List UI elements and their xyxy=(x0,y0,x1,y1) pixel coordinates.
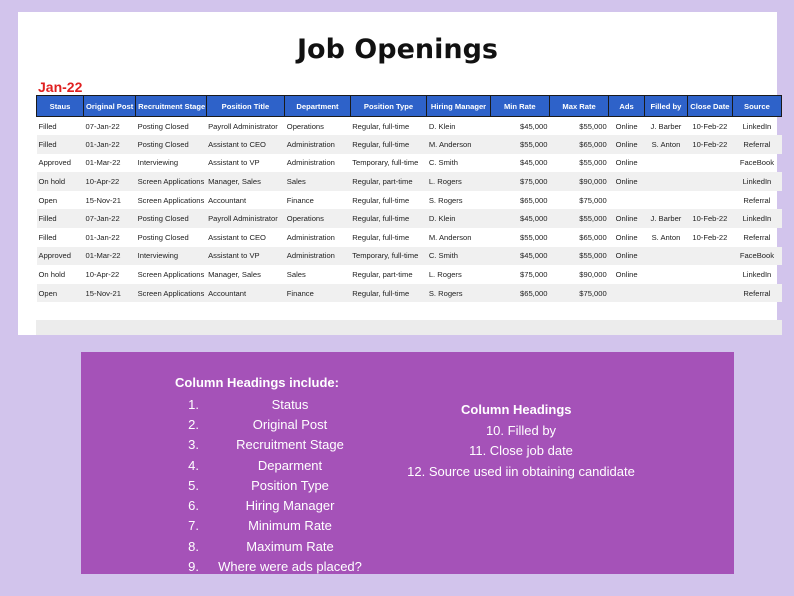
table-cell: $65,000 xyxy=(490,284,549,303)
list-item xyxy=(181,536,381,556)
table-cell xyxy=(687,265,732,284)
table-row xyxy=(37,117,782,136)
table-cell: Finance xyxy=(286,195,314,205)
table-cell: Regular, full-time xyxy=(350,284,427,303)
table-cell: Open xyxy=(37,284,84,303)
table-cell: 10-Feb-22 xyxy=(692,232,728,242)
list-item-number: 1. xyxy=(188,396,199,412)
list-item-label: Original Post xyxy=(252,416,328,432)
table-cell: Referral xyxy=(743,232,771,242)
table-cell: Regular, full-time xyxy=(352,232,410,242)
table-cell xyxy=(687,154,732,173)
job-openings-table xyxy=(36,95,782,302)
table-cell xyxy=(644,247,687,266)
list-item-number: 2. xyxy=(188,416,199,432)
table-cell xyxy=(644,154,687,173)
column-header: Original Post xyxy=(84,96,136,117)
table-cell: $90,000 xyxy=(579,270,607,280)
table-cell: Screen Applications xyxy=(137,195,205,205)
list-item-number: 5. xyxy=(188,477,199,493)
table-cell: 07-Jan-22 xyxy=(85,121,120,131)
table-cell: Accountant xyxy=(206,284,285,303)
table-cell xyxy=(687,172,732,191)
table-cell: $55,000 xyxy=(549,247,608,266)
table-cell: Screen Applications xyxy=(136,172,207,191)
table-cell: Accountant xyxy=(208,195,247,205)
table-cell: Referral xyxy=(743,195,771,205)
left-heading-list xyxy=(181,394,381,577)
right-heading: Column Headings xyxy=(461,402,572,417)
table-cell: Regular, full-time xyxy=(352,121,410,131)
sheet-footer-band xyxy=(36,320,782,335)
list-item xyxy=(181,394,381,414)
table-cell: Posting Closed xyxy=(137,121,189,131)
table-row xyxy=(37,265,782,284)
column-header: Position Type xyxy=(350,96,427,117)
table-cell xyxy=(687,247,732,266)
table-cell: Approved xyxy=(38,158,72,168)
table-cell: Administration xyxy=(286,158,335,168)
table-cell: Manager, Sales xyxy=(206,172,285,191)
table-cell: C. Smith xyxy=(427,247,490,266)
table-cell: LinkedIn xyxy=(732,209,781,228)
column-header: Recruitment Stage xyxy=(136,96,207,117)
table-cell: S. Anton xyxy=(651,232,681,242)
table-cell: Filled xyxy=(37,135,84,154)
table-cell: Screen Applications xyxy=(136,284,207,303)
table-cell: Regular, part-time xyxy=(352,270,413,280)
table-cell: Online xyxy=(615,121,638,131)
table-cell: $45,000 xyxy=(520,158,548,168)
list-item-number: 7. xyxy=(188,518,199,534)
list-item xyxy=(181,475,381,495)
table-cell: Online xyxy=(615,158,638,168)
table-cell: On hold xyxy=(37,172,84,191)
table-cell: 01-Jan-22 xyxy=(84,135,136,154)
table-cell: Finance xyxy=(285,284,350,303)
table-row xyxy=(37,135,782,154)
table-cell: Regular, full-time xyxy=(350,209,427,228)
table-cell: C. Smith xyxy=(428,158,458,168)
table-cell: Open xyxy=(38,195,58,205)
table-cell: 10-Apr-22 xyxy=(84,172,136,191)
list-item-label: Recruitment Stage xyxy=(236,437,344,453)
table-cell: S. Rogers xyxy=(427,284,490,303)
table-cell: $75,000 xyxy=(579,195,607,205)
list-item-label: Deparment xyxy=(257,457,323,473)
list-item-number: 4. xyxy=(188,457,199,473)
table-cell: LinkedIn xyxy=(742,270,772,280)
table-cell: 10-Feb-22 xyxy=(687,135,732,154)
list-item xyxy=(181,556,381,576)
column-header: Hiring Manager xyxy=(427,96,490,117)
table-cell: 01-Jan-22 xyxy=(85,232,120,242)
table-cell: Operations xyxy=(286,121,324,131)
table-cell xyxy=(609,191,645,210)
table-cell: Online xyxy=(609,172,645,191)
table-cell: Online xyxy=(609,247,645,266)
table-cell: Screen Applications xyxy=(137,270,205,280)
table-cell: LinkedIn xyxy=(742,121,772,131)
column-header: Filled by xyxy=(644,96,687,117)
table-cell: Sales xyxy=(286,270,306,280)
table-cell: $55,000 xyxy=(490,135,549,154)
right-heading-list xyxy=(386,421,656,482)
table-cell xyxy=(609,284,645,303)
list-item-label: Hiring Manager xyxy=(245,498,335,514)
table-row xyxy=(37,247,782,266)
table-cell: L. Rogers xyxy=(427,172,490,191)
table-cell: Temporary, full-time xyxy=(352,158,419,168)
list-item-number: 3. xyxy=(188,437,199,453)
table-cell: Regular, full-time xyxy=(350,135,427,154)
table-cell: 15-Nov-21 xyxy=(85,195,121,205)
column-header: Staus xyxy=(37,96,84,117)
page-title: Job Openings xyxy=(296,34,498,65)
column-header: Source xyxy=(732,96,781,117)
list-item xyxy=(181,455,381,475)
list-item: 10. Filled by xyxy=(485,423,557,438)
list-item xyxy=(181,435,381,455)
table-cell: $90,000 xyxy=(549,172,608,191)
table-cell: Filled xyxy=(38,121,57,131)
table-cell: Regular, part-time xyxy=(350,172,427,191)
table-cell: Administration xyxy=(286,232,335,242)
table-cell: Sales xyxy=(285,172,350,191)
table-row xyxy=(37,284,782,303)
list-item: 12. Source used iin obtaining candidate xyxy=(407,463,635,479)
list-item-number: 6. xyxy=(188,498,199,514)
table-cell: J. Barber xyxy=(644,209,687,228)
table-cell: On hold xyxy=(38,270,66,280)
column-header: Close Date xyxy=(687,96,732,117)
table-cell: Posting Closed xyxy=(136,209,207,228)
table-header-row xyxy=(37,96,782,117)
table-cell: 15-Nov-21 xyxy=(84,284,136,303)
table-cell xyxy=(644,191,687,210)
table-row xyxy=(37,172,782,191)
column-header: Max Rate xyxy=(549,96,608,117)
left-heading: Column Headings include: xyxy=(175,375,339,390)
table-row xyxy=(37,154,782,173)
table-cell: $75,000 xyxy=(549,284,608,303)
table-cell: 07-Jan-22 xyxy=(84,209,136,228)
table-cell xyxy=(644,265,687,284)
table-row xyxy=(37,209,782,228)
table-cell: Online xyxy=(609,135,645,154)
table-cell: Interviewing xyxy=(136,247,207,266)
list-item xyxy=(181,495,381,515)
table-cell: Administration xyxy=(285,247,350,266)
table-cell: $55,000 xyxy=(579,121,607,131)
spreadsheet-panel xyxy=(18,12,777,335)
table-cell: Assistant to VP xyxy=(208,158,260,168)
table-cell: $65,000 xyxy=(549,135,608,154)
table-cell: M. Anderson xyxy=(427,135,490,154)
table-cell: Referral xyxy=(732,284,781,303)
table-cell: 10-Apr-22 xyxy=(85,270,120,280)
table-cell: FaceBook xyxy=(732,247,781,266)
table-cell: S. Rogers xyxy=(428,195,463,205)
table-cell: S. Anton xyxy=(644,135,687,154)
table-cell: L. Rogers xyxy=(428,270,462,280)
table-cell: 01-Mar-22 xyxy=(85,158,121,168)
table-cell: FaceBook xyxy=(739,158,775,168)
table-cell xyxy=(687,191,732,210)
table-cell: Assistant to CEO xyxy=(208,232,266,242)
table-cell: Operations xyxy=(285,209,350,228)
table-cell: D. Klein xyxy=(427,209,490,228)
list-item: 11. Close job date xyxy=(469,443,573,459)
table-cell: Temporary, full-time xyxy=(350,247,427,266)
table-cell: D. Klein xyxy=(428,121,456,131)
list-item xyxy=(181,516,381,536)
table-cell: Online xyxy=(615,232,638,242)
table-cell: Assistant to CEO xyxy=(206,135,285,154)
table-cell: Approved xyxy=(37,247,84,266)
table-cell: Online xyxy=(615,270,638,280)
list-item-number: 9. xyxy=(188,559,199,575)
table-cell: 10-Feb-22 xyxy=(687,209,732,228)
table-cell: Posting Closed xyxy=(137,232,189,242)
table-cell: 10-Feb-22 xyxy=(692,121,728,131)
table-cell: $65,000 xyxy=(520,195,548,205)
list-item-label: Minimum Rate xyxy=(248,518,332,534)
table-cell: $45,000 xyxy=(490,209,549,228)
table-cell: 01-Mar-22 xyxy=(84,247,136,266)
table-cell: Regular, full-time xyxy=(352,195,410,205)
period-label: Jan-22 xyxy=(38,79,83,95)
table-cell: Payroll Administrator xyxy=(208,121,278,131)
table-cell: $45,000 xyxy=(490,247,549,266)
table-cell: $55,000 xyxy=(579,158,607,168)
table-cell: Filled xyxy=(37,209,84,228)
table-cell: LinkedIn xyxy=(732,172,781,191)
list-item-label: Where were ads placed? xyxy=(218,559,362,575)
table-cell xyxy=(687,284,732,303)
column-header: Min Rate xyxy=(490,96,549,117)
table-cell xyxy=(644,284,687,303)
table-cell: Online xyxy=(609,209,645,228)
table-cell: Payroll Administrator xyxy=(206,209,285,228)
table-cell: Referral xyxy=(732,135,781,154)
table-cell: M. Anderson xyxy=(428,232,472,242)
table-cell: Filled xyxy=(38,232,57,242)
table-row xyxy=(37,228,782,247)
table-cell: Assistant to VP xyxy=(206,247,285,266)
table-row xyxy=(37,191,782,210)
table-cell: $55,000 xyxy=(549,209,608,228)
list-item-label: Status xyxy=(271,396,309,412)
table-cell: $45,000 xyxy=(520,121,548,131)
column-headings-panel xyxy=(81,352,734,574)
list-item-label: Maximum Rate xyxy=(246,538,334,554)
column-header: Ads xyxy=(609,96,645,117)
table-cell: Manager, Sales xyxy=(208,270,261,280)
column-header: Department xyxy=(285,96,350,117)
table-cell: $75,000 xyxy=(490,172,549,191)
list-item-number: 8. xyxy=(188,538,199,554)
table-cell: $65,000 xyxy=(579,232,607,242)
table-cell: Interviewing xyxy=(137,158,179,168)
table-cell: Administration xyxy=(285,135,350,154)
column-header: Position Title xyxy=(206,96,285,117)
list-item-label: Position Type xyxy=(251,477,329,493)
table-cell: $75,000 xyxy=(520,270,548,280)
table-cell: Posting Closed xyxy=(136,135,207,154)
list-item xyxy=(181,414,381,434)
table-cell: $55,000 xyxy=(520,232,548,242)
table-cell xyxy=(644,172,687,191)
table-cell: J. Barber xyxy=(650,121,682,131)
